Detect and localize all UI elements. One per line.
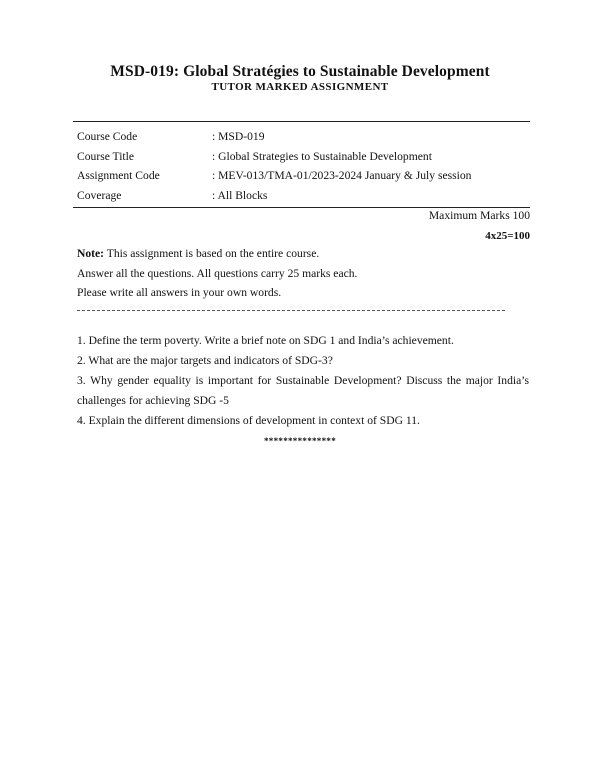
question-list	[77, 331, 529, 431]
note-line	[77, 244, 527, 264]
instruction-line: Please write all answers in your own words.	[77, 286, 282, 299]
question-item: 2. What are the major targets and indicators of SDG-3?	[77, 354, 333, 367]
info-label: Course Title	[77, 149, 135, 163]
info-label: Course Code	[77, 130, 138, 143]
note-text: This assignment is based on the entire course.	[104, 247, 320, 260]
marks-breakdown: 4x25=100	[485, 230, 530, 242]
dashed-divider	[77, 302, 505, 311]
course-info-table	[73, 121, 530, 208]
info-value: : Global Strategies to Sustainable Development	[212, 149, 432, 163]
info-row-course-title	[73, 147, 530, 167]
instructions	[77, 244, 527, 303]
info-value: : All Blocks	[212, 188, 268, 202]
info-value: : MEV-013/TMA-01/2023-2024 January & July session	[212, 169, 472, 182]
info-row-course-code	[73, 127, 530, 147]
question-item: 4. Explain the different dimensions of development in context of SDG 11.	[77, 414, 420, 427]
note-label: Note:	[77, 247, 105, 260]
question-item: 3. Why gender equality is important for Sustainable Development? Discuss the major India’s challenges for achieving SDG -5	[77, 374, 529, 407]
maximum-marks: Maximum Marks 100	[428, 209, 530, 222]
info-label: Assignment Code	[77, 169, 160, 182]
info-value: : MSD-019	[212, 130, 265, 143]
marks-block	[429, 206, 530, 246]
info-row-coverage	[73, 186, 530, 206]
instruction-line: Answer all the questions. All questions carry 25 marks each.	[77, 266, 358, 280]
end-marker: ***************	[264, 436, 336, 446]
info-label: Coverage	[77, 188, 122, 202]
document-subtitle: TUTOR MARKED ASSIGNMENT	[211, 81, 389, 93]
question-item: 1. Define the term poverty. Write a brief note on SDG 1 and India’s achievement.	[77, 334, 454, 347]
document-title: MSD-019: Global Stratégies to Sustainable Development	[110, 63, 490, 80]
info-row-assignment-code	[73, 166, 530, 186]
